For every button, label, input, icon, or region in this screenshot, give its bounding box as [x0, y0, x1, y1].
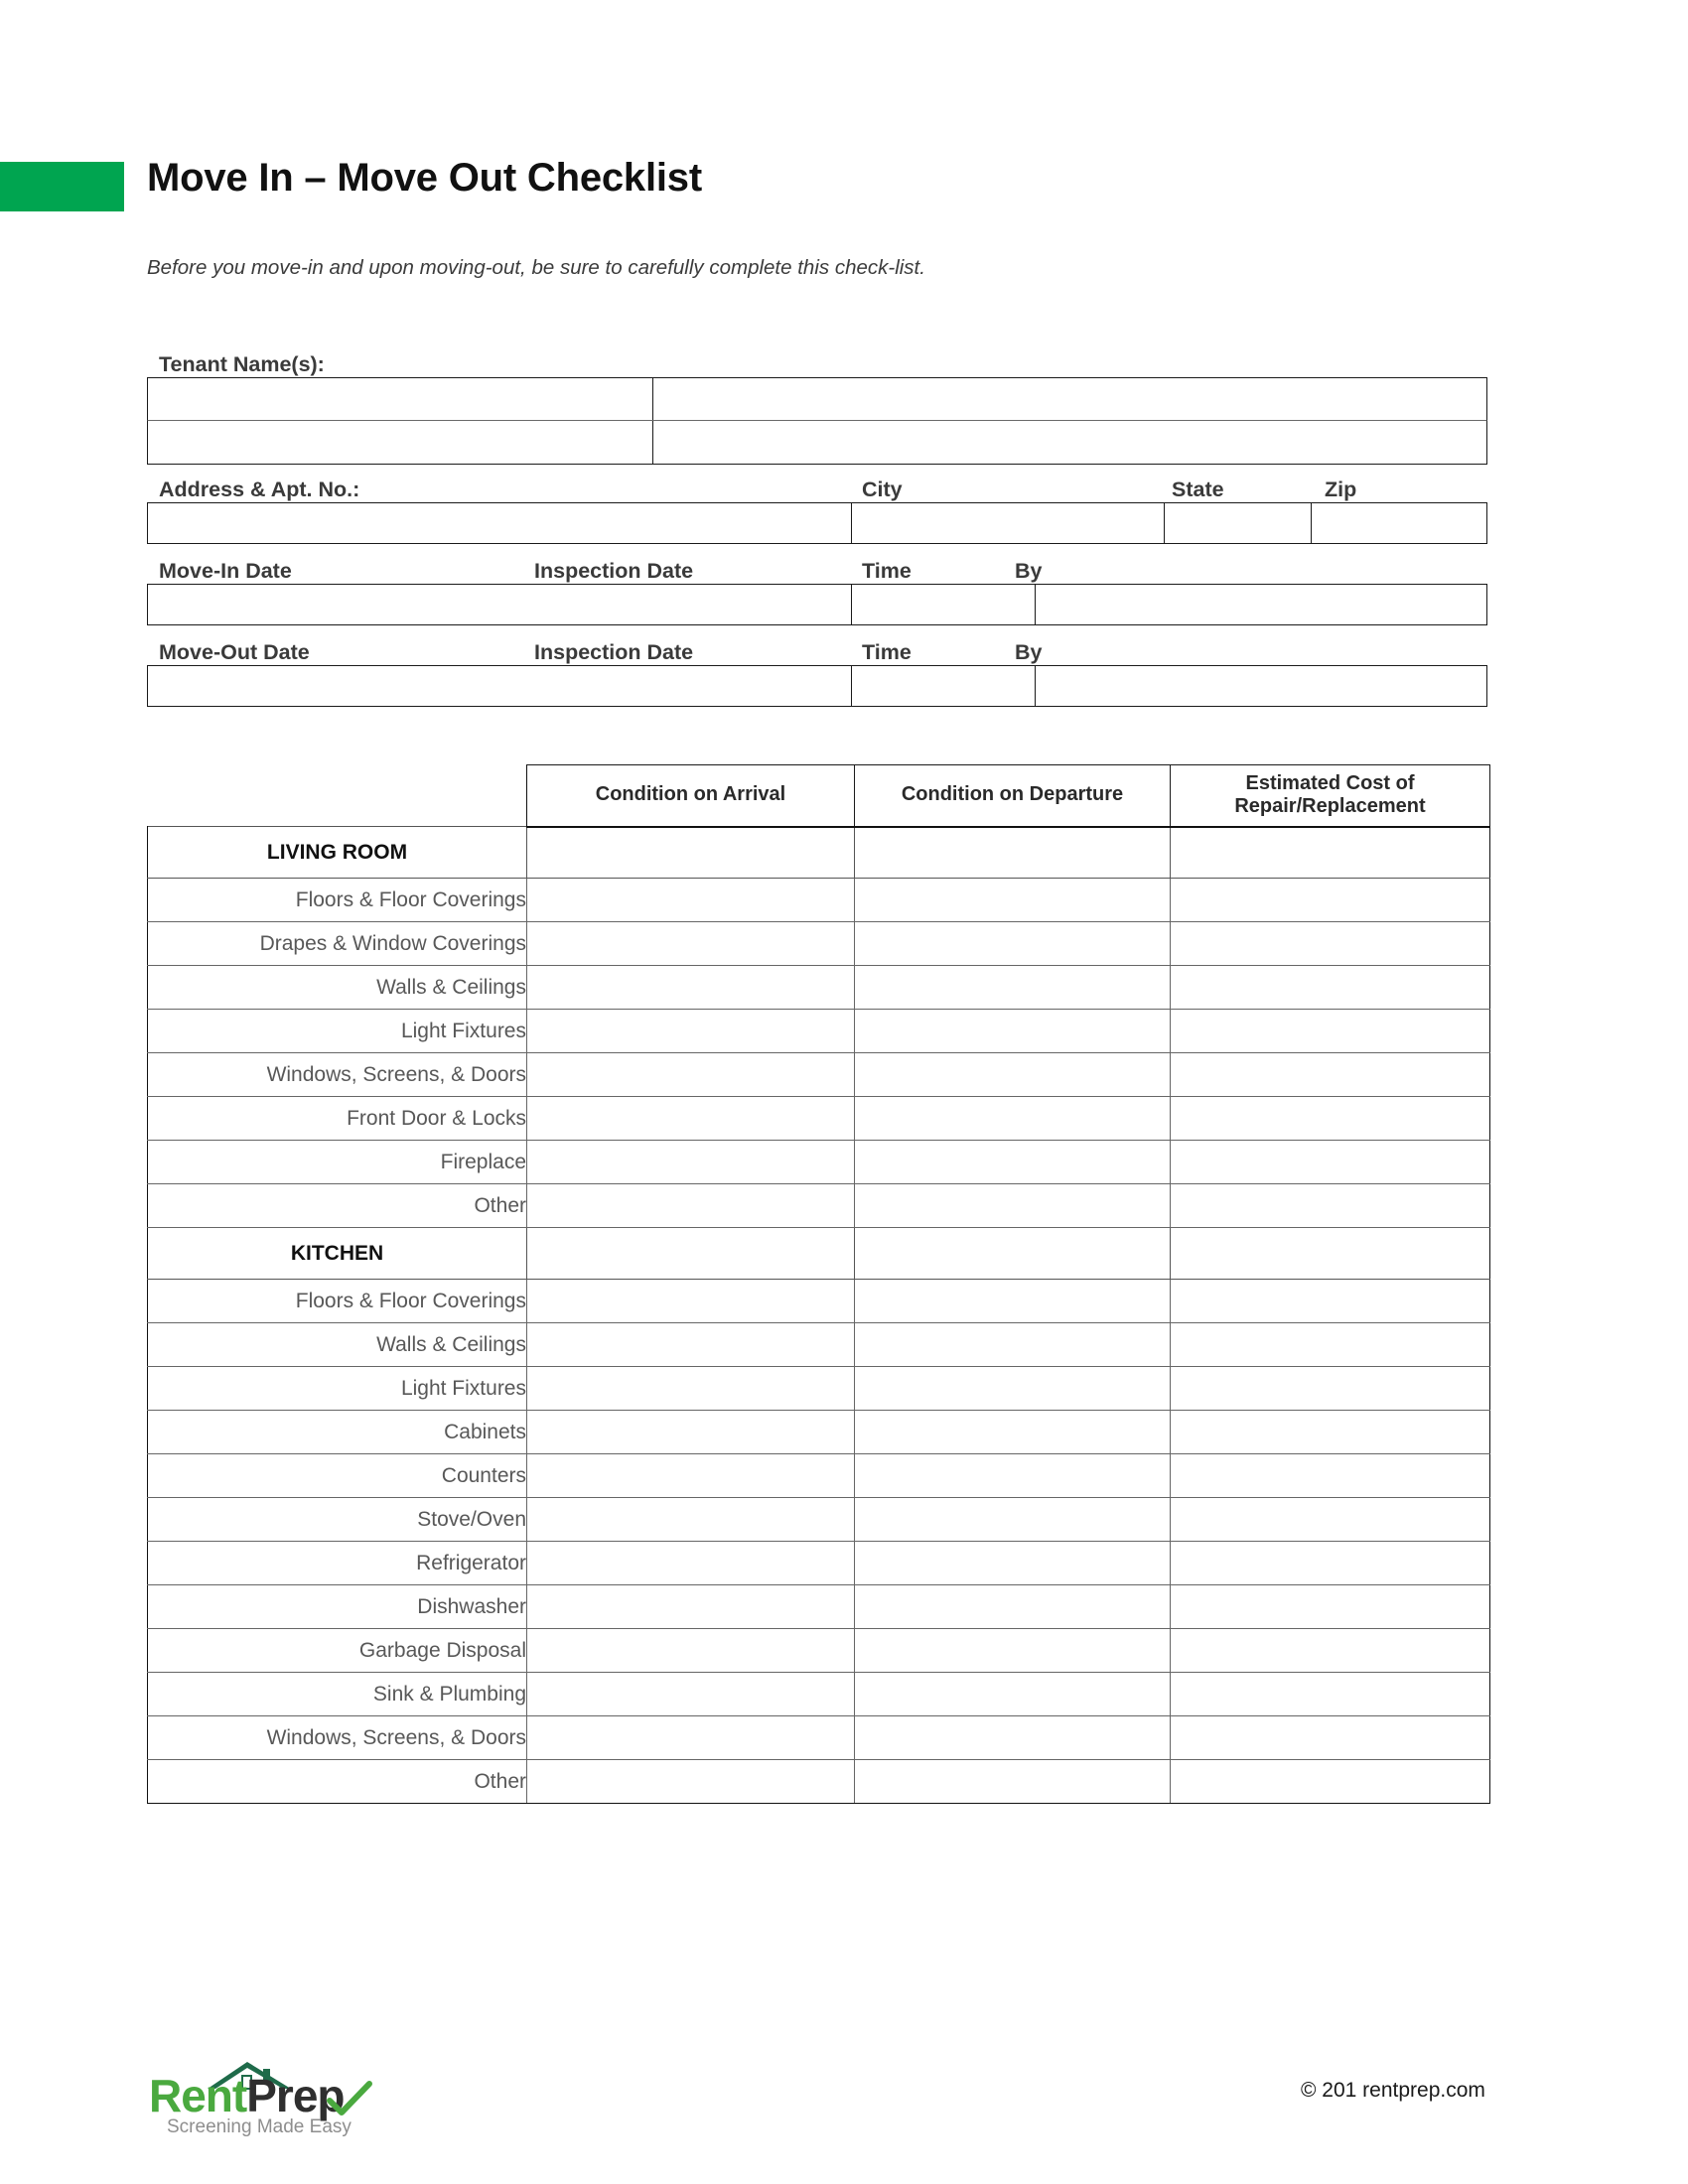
item-label: Floors & Floor Coverings [148, 879, 527, 922]
item-arrival-cell[interactable] [527, 1010, 855, 1053]
item-cost-cell[interactable] [1171, 1760, 1490, 1804]
tenant-name-field-2b[interactable] [653, 421, 1486, 464]
item-label: Drapes & Window Coverings [148, 922, 527, 966]
item-arrival-cell[interactable] [527, 1097, 855, 1141]
column-estimated-cost-line1: Estimated Cost of [1245, 771, 1415, 794]
move-out-inspection-date-label: Inspection Date [534, 640, 694, 664]
section-departure-cell[interactable] [855, 1228, 1171, 1280]
item-departure-cell[interactable] [855, 1141, 1171, 1184]
section-arrival-cell[interactable] [527, 827, 855, 879]
item-arrival-cell[interactable] [527, 1367, 855, 1411]
table-row [148, 1716, 1490, 1760]
accent-block [0, 162, 124, 211]
table-row [148, 1760, 1490, 1804]
zip-field[interactable] [1312, 503, 1486, 543]
logo-prep-text: Prep [246, 2070, 345, 2121]
item-departure-cell[interactable] [855, 1280, 1171, 1323]
item-arrival-cell[interactable] [527, 879, 855, 922]
item-label: Walls & Ceilings [148, 1323, 527, 1367]
item-departure-cell[interactable] [855, 1010, 1171, 1053]
item-arrival-cell[interactable] [527, 1585, 855, 1629]
checkmark-icon [326, 2081, 373, 2120]
table-row [148, 966, 1490, 1010]
item-cost-cell[interactable] [1171, 922, 1490, 966]
item-arrival-cell[interactable] [527, 922, 855, 966]
item-label: Sink & Plumbing [148, 1673, 527, 1716]
section-header-row [148, 1228, 1490, 1280]
item-arrival-cell[interactable] [527, 1411, 855, 1454]
item-departure-cell[interactable] [855, 1053, 1171, 1097]
rentprep-logo [149, 2055, 397, 2139]
move-in-row [147, 584, 1487, 625]
checklist-body [148, 827, 1490, 1804]
item-departure-cell[interactable] [855, 1498, 1171, 1542]
table-row [148, 1053, 1490, 1097]
table-row [148, 1097, 1490, 1141]
item-departure-cell[interactable] [855, 966, 1171, 1010]
item-departure-cell[interactable] [855, 1097, 1171, 1141]
item-label: Floors & Floor Coverings [148, 1280, 527, 1323]
table-row [148, 1280, 1490, 1323]
item-arrival-cell[interactable] [527, 1053, 855, 1097]
item-departure-cell[interactable] [855, 1323, 1171, 1367]
copyright-text: © 201 rentprep.com [1301, 2079, 1485, 2102]
city-field[interactable] [852, 503, 1166, 543]
item-departure-cell[interactable] [855, 922, 1171, 966]
move-out-by-label: By [1015, 640, 1043, 664]
item-cost-cell[interactable] [1171, 1323, 1490, 1367]
move-in-by-label: By [1015, 559, 1043, 583]
item-arrival-cell[interactable] [527, 1323, 855, 1367]
section-title-living-room: LIVING ROOM [148, 827, 527, 879]
item-departure-cell[interactable] [855, 1629, 1171, 1673]
move-out-by-field[interactable] [1036, 666, 1486, 706]
item-label: Dishwasher [148, 1585, 527, 1629]
item-arrival-cell[interactable] [527, 1760, 855, 1804]
item-departure-cell[interactable] [855, 1716, 1171, 1760]
item-departure-cell[interactable] [855, 1184, 1171, 1228]
table-row [148, 1673, 1490, 1716]
item-arrival-cell[interactable] [527, 966, 855, 1010]
item-cost-cell[interactable] [1171, 1716, 1490, 1760]
item-cost-cell[interactable] [1171, 966, 1490, 1010]
tenant-form [147, 345, 1487, 707]
tenant-name-field-1b[interactable] [653, 378, 1486, 420]
item-cost-cell[interactable] [1171, 1585, 1490, 1629]
move-out-date-field[interactable] [148, 666, 852, 706]
item-departure-cell[interactable] [855, 1760, 1171, 1804]
item-arrival-cell[interactable] [527, 1280, 855, 1323]
move-in-time-field[interactable] [852, 585, 1036, 624]
zip-label: Zip [1325, 478, 1357, 501]
section-title-kitchen: KITCHEN [148, 1228, 527, 1280]
column-estimated-cost [1171, 765, 1490, 827]
move-in-label-row [147, 544, 1487, 584]
item-cost-cell[interactable] [1171, 1542, 1490, 1585]
tenant-name-row-1 [147, 377, 1487, 421]
move-out-date-label: Move-Out Date [159, 640, 310, 664]
tenant-name-row-2 [147, 421, 1487, 465]
table-row [148, 1141, 1490, 1184]
item-label: Fireplace [148, 1141, 527, 1184]
table-row [148, 1454, 1490, 1498]
item-cost-cell[interactable] [1171, 1280, 1490, 1323]
table-row [148, 922, 1490, 966]
item-label: Counters [148, 1454, 527, 1498]
logo-wordmark [149, 2070, 345, 2121]
item-label: Windows, Screens, & Doors [148, 1053, 527, 1097]
address-field[interactable] [148, 503, 852, 543]
item-cost-cell[interactable] [1171, 1053, 1490, 1097]
item-label: Light Fixtures [148, 1367, 527, 1411]
column-estimated-cost-line2: Repair/Replacement [1234, 795, 1426, 818]
item-arrival-cell[interactable] [527, 1454, 855, 1498]
item-label: Other [148, 1760, 527, 1804]
address-label-row [147, 465, 1487, 502]
table-row [148, 1498, 1490, 1542]
item-cost-cell[interactable] [1171, 1097, 1490, 1141]
move-in-by-field[interactable] [1036, 585, 1486, 624]
table-row [148, 1184, 1490, 1228]
item-cost-cell[interactable] [1171, 1141, 1490, 1184]
checklist-header [148, 765, 1490, 827]
column-condition-on-departure: Condition on Departure [855, 765, 1171, 827]
move-out-row [147, 665, 1487, 707]
section-departure-cell[interactable] [855, 827, 1171, 879]
item-arrival-cell[interactable] [527, 1716, 855, 1760]
column-condition-on-arrival: Condition on Arrival [527, 765, 855, 827]
table-row [148, 1010, 1490, 1053]
item-cost-cell[interactable] [1171, 1184, 1490, 1228]
item-departure-cell[interactable] [855, 1411, 1171, 1454]
item-arrival-cell[interactable] [527, 1141, 855, 1184]
table-row [148, 1542, 1490, 1585]
move-in-date-label: Move-In Date [159, 559, 292, 583]
item-label: Windows, Screens, & Doors [148, 1716, 527, 1760]
table-row [148, 1585, 1490, 1629]
table-row [148, 1323, 1490, 1367]
tenant-name-label: Tenant Name(s): [159, 352, 325, 376]
table-row [148, 1367, 1490, 1411]
move-in-inspection-date-label: Inspection Date [534, 559, 694, 583]
checklist-header-spacer [148, 765, 527, 827]
item-departure-cell[interactable] [855, 1454, 1171, 1498]
item-label: Walls & Ceilings [148, 966, 527, 1010]
item-cost-cell[interactable] [1171, 1367, 1490, 1411]
item-departure-cell[interactable] [855, 879, 1171, 922]
address-row [147, 502, 1487, 544]
logo-tagline: Screening Made Easy [167, 2116, 352, 2137]
address-label: Address & Apt. No.: [159, 478, 360, 501]
item-cost-cell[interactable] [1171, 1454, 1490, 1498]
section-cost-cell[interactable] [1171, 1228, 1490, 1280]
section-header-row [148, 827, 1490, 879]
item-cost-cell[interactable] [1171, 1411, 1490, 1454]
item-cost-cell[interactable] [1171, 879, 1490, 922]
item-departure-cell[interactable] [855, 1585, 1171, 1629]
item-cost-cell[interactable] [1171, 1629, 1490, 1673]
item-departure-cell[interactable] [855, 1542, 1171, 1585]
item-label: Other [148, 1184, 527, 1228]
item-label: Front Door & Locks [148, 1097, 527, 1141]
condition-checklist-table [147, 764, 1490, 1804]
state-field[interactable] [1165, 503, 1312, 543]
page-title: Move In – Move Out Checklist [147, 156, 702, 200]
item-cost-cell[interactable] [1171, 1673, 1490, 1716]
table-row [148, 1411, 1490, 1454]
tenant-name-label-row [147, 345, 1487, 377]
tenant-name-field-1a[interactable] [148, 378, 653, 420]
item-arrival-cell[interactable] [527, 1184, 855, 1228]
table-row [148, 879, 1490, 922]
item-arrival-cell[interactable] [527, 1629, 855, 1673]
tenant-name-field-2a[interactable] [148, 421, 653, 464]
item-cost-cell[interactable] [1171, 1010, 1490, 1053]
section-cost-cell[interactable] [1171, 827, 1490, 879]
item-label: Light Fixtures [148, 1010, 527, 1053]
city-label: City [862, 478, 903, 501]
table-row [148, 1629, 1490, 1673]
item-departure-cell[interactable] [855, 1367, 1171, 1411]
move-out-label-row [147, 625, 1487, 665]
checklist-header-row [148, 765, 1490, 827]
item-label: Garbage Disposal [148, 1629, 527, 1673]
item-label: Refrigerator [148, 1542, 527, 1585]
section-arrival-cell[interactable] [527, 1228, 855, 1280]
item-label: Stove/Oven [148, 1498, 527, 1542]
move-in-time-label: Time [862, 559, 912, 583]
item-arrival-cell[interactable] [527, 1498, 855, 1542]
logo-rent-text: Rent [149, 2070, 247, 2121]
page-subtitle: Before you move-in and upon moving-out, be sure to carefully complete this check-list. [147, 256, 925, 279]
move-out-time-field[interactable] [852, 666, 1036, 706]
item-arrival-cell[interactable] [527, 1673, 855, 1716]
item-arrival-cell[interactable] [527, 1542, 855, 1585]
move-out-time-label: Time [862, 640, 912, 664]
move-in-date-field[interactable] [148, 585, 852, 624]
item-departure-cell[interactable] [855, 1673, 1171, 1716]
item-cost-cell[interactable] [1171, 1498, 1490, 1542]
item-label: Cabinets [148, 1411, 527, 1454]
state-label: State [1172, 478, 1224, 501]
